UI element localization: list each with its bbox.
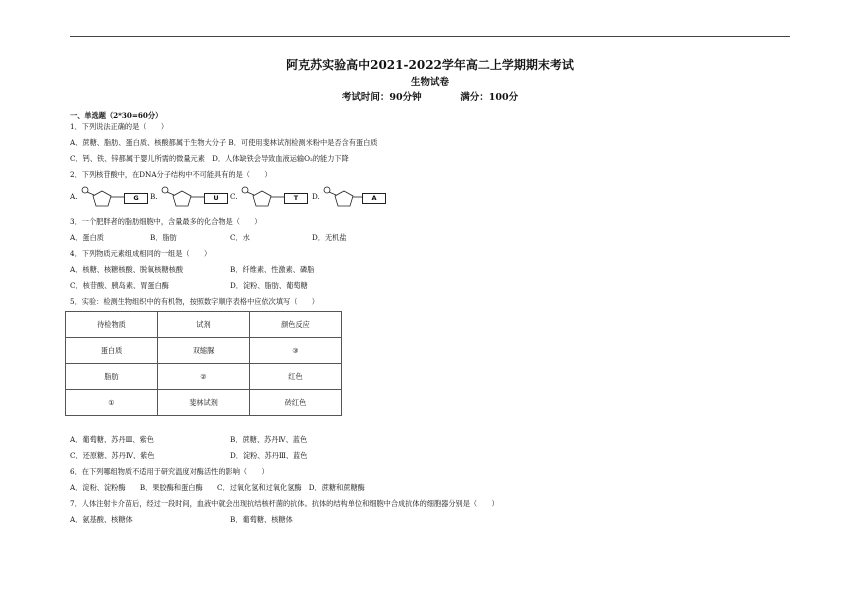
table-cell: 斐林试剂 <box>158 390 250 416</box>
exam-score: 满分：100分 <box>460 92 519 103</box>
exam-title: 阿克苏实验高中2021-2022学年高二上学期期末考试 <box>286 58 574 72</box>
q4-option-b: B．纤维素、性激素、磷脂 <box>230 265 315 274</box>
section-heading: 一、单选题（2*30=60分） <box>70 111 163 120</box>
table-cell: 蛋白质 <box>66 338 158 364</box>
q7-option-a: A．氨基酸、核糖体 <box>70 515 133 524</box>
q2-option-b: B. U <box>150 186 250 208</box>
table-row <box>66 338 342 364</box>
q6-stem: 6．在下列哪组物质不适用于研究温度对酶活性的影响（ ） <box>70 467 269 476</box>
exam-subtitle: 生物试卷 <box>410 77 449 88</box>
top-rule <box>70 36 790 37</box>
q6-options: A．淀粉、淀粉酶 B．果胶酶和蛋白酶 C．过氧化氢和过氧化氢酶 D．蔗糖和蔗糖酶 <box>70 483 365 492</box>
q2-option-c: C. T <box>230 186 330 208</box>
q3-option-c: C．水 <box>230 233 250 242</box>
exam-time: 考试时间：90分钟 <box>341 92 422 103</box>
q3-option-a: A．蛋白质 <box>70 233 104 242</box>
table-cell: ① <box>66 390 158 416</box>
base-g: G <box>124 193 148 204</box>
q5-stem: 5．实验：检测生物组织中的有机物，按照数字顺序表格中应依次填写（ ） <box>70 297 319 306</box>
q2-option-d: D. A <box>312 186 412 208</box>
table-cell: 试剂 <box>158 312 250 338</box>
q4-option-c: C．核苷酸、胰岛素、胃蛋白酶 <box>70 281 169 290</box>
q3-option-d: D．无机盐 <box>312 233 347 242</box>
base-t: T <box>284 193 308 204</box>
q3-option-b: B．脂肪 <box>150 233 177 242</box>
q5-option-a: A．葡萄糖、苏丹Ⅲ、紫色 <box>70 435 154 444</box>
q1-options-ab: A．蔗糖、脂肪、蛋白质、核酸都属于生物大分子 B．可使用斐林试剂检测米粉中是否含有蛋白质 <box>70 138 378 147</box>
q5-option-b: B．蔗糖、苏丹Ⅳ、蓝色 <box>230 435 308 444</box>
base-u: U <box>204 193 228 204</box>
table-cell: 红色 <box>250 364 342 390</box>
q4-option-d: D．淀粉、脂肪、葡萄糖 <box>230 281 308 290</box>
table-cell: 脂肪 <box>66 364 158 390</box>
q4-option-a: A．核糖、核糖核酸、脱氧核糖核酸 <box>70 265 184 274</box>
table-cell: 待检物质 <box>66 312 158 338</box>
q7-option-b: B．葡萄糖、核糖体 <box>230 515 293 524</box>
table-cell: 颜色反应 <box>250 312 342 338</box>
base-a: A <box>362 193 386 204</box>
table-row <box>66 364 342 390</box>
q1-options-cd: C．钙、铁、锌都属于婴儿所需的微量元素 D．人体缺铁会导致血液运输O₂的能力下降 <box>70 154 349 163</box>
q3-stem: 3．一个肥胖者的脂肪细胞中，含量最多的化合物是（ ） <box>70 217 262 226</box>
table-row <box>66 312 342 338</box>
q1-stem: 1．下列说法正确的是（ ） <box>70 122 169 131</box>
table-row <box>66 390 342 416</box>
q7-stem: 7．人体注射卡介苗后，经过一段时间，血液中就会出现抗结核杆菌的抗体。抗体的结构单位和细胞中合成抗体的细胞器分别是（ ） <box>70 499 499 508</box>
exam-info <box>0 89 860 103</box>
table-cell: ③ <box>250 338 342 364</box>
table-cell: 砖红色 <box>250 390 342 416</box>
q5-option-d: D．淀粉、苏丹Ⅲ、蓝色 <box>230 451 308 460</box>
q2-stem: 2．下列核苷酸中，在DNA分子结构中不可能具有的是（ ） <box>70 170 272 179</box>
q2-option-a: A. G <box>70 186 170 208</box>
q5-option-c: C．还原糖、苏丹Ⅳ、紫色 <box>70 451 155 460</box>
q4-stem: 4．下列物质元素组成相同的一组是（ ） <box>70 249 212 258</box>
q5-table <box>65 311 342 416</box>
table-cell: ② <box>158 364 250 390</box>
table-cell: 双缩脲 <box>158 338 250 364</box>
